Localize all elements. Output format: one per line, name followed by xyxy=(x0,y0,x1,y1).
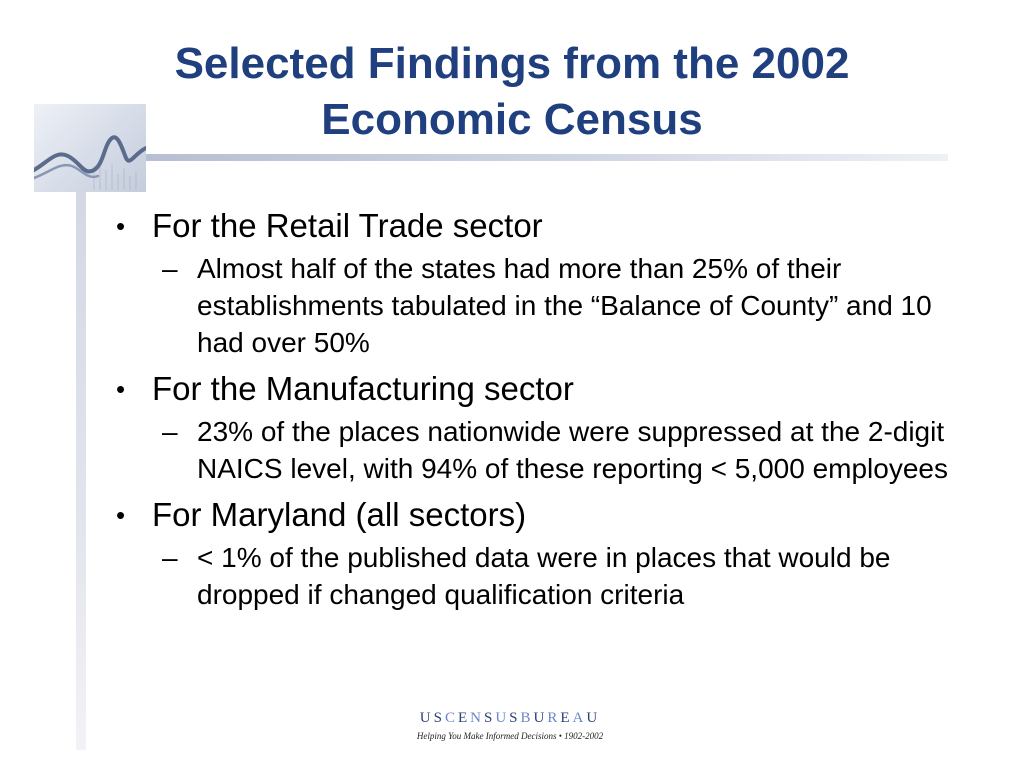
sub-bullet-text: 23% of the places nationwide were suppressed at the 2-digit NAICS level, with 94% of these reporting < 5,000 employees xyxy=(197,416,948,484)
bullet-maryland xyxy=(110,495,970,535)
bullet-marker: • xyxy=(116,211,126,241)
title-line-1: Selected Findings from the 2002 xyxy=(174,39,850,88)
sub-bullet-marker: – xyxy=(162,542,178,573)
sub-bullet-marker: – xyxy=(162,416,178,447)
title-line-2: Economic Census xyxy=(321,95,703,144)
sub-bullet-marker: – xyxy=(162,253,178,284)
sub-bullet-text: < 1% of the published data were in places that would be dropped if changed qualification criteria xyxy=(197,542,891,610)
slide-title xyxy=(60,36,964,148)
bullet-marker: • xyxy=(116,374,126,404)
bullet-retail xyxy=(110,206,970,246)
sub-bullet-manufacturing xyxy=(110,413,970,487)
bullet-manufacturing xyxy=(110,369,970,409)
bullet-list xyxy=(110,200,970,621)
bullet-text: For the Retail Trade sector xyxy=(152,207,543,244)
left-accent-bar xyxy=(76,192,86,750)
census-bureau-wordmark: USCENSUSBUREAU xyxy=(419,710,601,726)
sub-bullet-text: Almost half of the states had more than 25% of their establishments tabulated in the “Balance of County” and 10 had over 50% xyxy=(197,253,932,358)
footer-tagline: Helping You Make Informed Decisions • 1902-2002 xyxy=(416,731,604,741)
title-rule xyxy=(146,154,948,161)
bullet-text: For the Manufacturing sector xyxy=(152,370,574,407)
census-bureau-logo xyxy=(400,710,620,741)
bullet-marker: • xyxy=(116,500,126,530)
sub-bullet-retail xyxy=(110,250,970,361)
sub-bullet-maryland xyxy=(110,539,970,613)
bullet-text: For Maryland (all sectors) xyxy=(152,496,527,533)
